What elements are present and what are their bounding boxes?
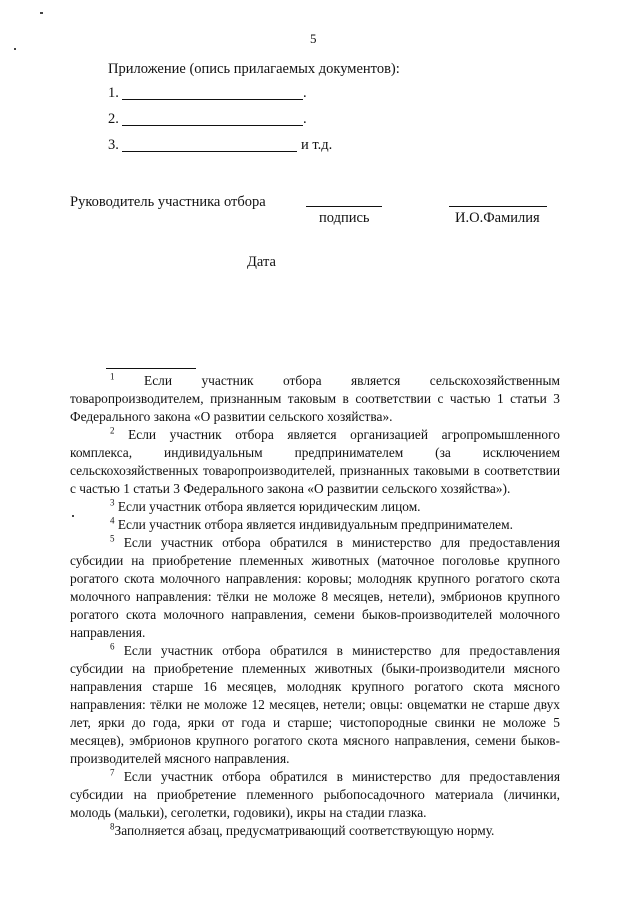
appendix-item-1-number: 1. [108, 85, 119, 101]
appendix-item-3-blank [122, 151, 297, 152]
footnote-4 [70, 516, 560, 534]
footnote-2-text: Если участник отбора является организацией агропромышленного комплекса, индивидуальным предпринимателем (за исключением сельскохозяйственных товаропроизводителей, признанных таковыми в соответствии с частью 1 статьи 3 Федерального закона «О развитии сельского хозяйства»). [70, 427, 560, 496]
footnote-3-mark: 3 [110, 497, 115, 508]
footnote-5-mark: 5 [110, 533, 115, 544]
footnote-6-mark: 6 [110, 641, 115, 652]
footnote-8-mark: 8 [110, 821, 115, 832]
appendix-item-2-number: 2. [108, 111, 119, 127]
footnote-5 [70, 534, 560, 642]
appendix-item-2-suffix: . [303, 111, 307, 127]
name-line [449, 206, 547, 207]
footnote-6-text: Если участник отбора обратился в министерство для предоставления субсидии на приобретение племенных животных (быки-производители мясного направления старше 16 месяцев, молодняк крупного рогатого скота мясного направления: тёлки не моложе 12 месяцев, нетели; овцы: овцематки не старше двух лет, ярки до года, ярки от года и старше; чистопородные свинки не моложе 5 месяцев), эмбрионов крупного рогатого скота мясного направления, семени быков-производителей мясного направления. [70, 643, 560, 766]
footnote-separator [106, 368, 196, 369]
footnote-8 [70, 822, 560, 840]
footnote-3 [70, 498, 560, 516]
appendix-title: Приложение (опись прилагаемых документов): [108, 61, 400, 77]
appendix-item-2-blank [122, 125, 303, 126]
scan-mark-top [40, 12, 43, 14]
footnote-1-mark: 1 [110, 371, 115, 382]
footnote-6 [70, 642, 560, 768]
footnote-2-mark: 2 [110, 425, 115, 436]
appendix-item-3-number: 3. [108, 137, 119, 153]
signature-line [306, 206, 382, 207]
footnote-4-text: Если участник отбора является индивидуальным предпринимателем. [117, 517, 513, 532]
date-label: Дата [247, 254, 276, 270]
footnote-5-text: Если участник отбора обратился в министерство для предоставления субсидии на приобретение племенных животных (маточное поголовье крупного рогатого скота молочного направления: коровы; молодняк крупного рогатого скота молочного направления: тёлки не моложе 8 месяцев, нетели), эмбрионов крупного рогатого скота молочного направления, семени быков-производителей молочного направления. [70, 535, 560, 640]
appendix-item-3-suffix: и т.д. [301, 137, 333, 153]
footnote-7-text: Если участник отбора обратился в министерство для предоставления субсидии на приобретение племенного рыбопосадочного материала (личинки, молодь (мальки), сеголетки, годовики), икры на стадии глазка. [70, 769, 560, 820]
name-caption: И.О.Фамилия [455, 210, 540, 226]
scan-mark-left [14, 48, 16, 50]
footnote-2 [70, 426, 560, 498]
footnote-7 [70, 768, 560, 822]
head-label: Руководитель участника отбора [70, 194, 266, 210]
footnote-8-text: Заполняется абзац, предусматривающий соответствующую норму. [114, 823, 495, 838]
footnote-4-mark: 4 [110, 515, 115, 526]
footnotes [70, 372, 560, 840]
page-number: 5 [310, 31, 317, 46]
footnote-1-text: Если участник отбора является сельскохозяйственным товаропроизводителем, признанным таковым в соответствии с частью 1 статьи 3 Федерального закона «О развитии сельского хозяйства». [70, 373, 560, 424]
appendix-item-1-suffix: . [303, 85, 307, 101]
footnote-7-mark: 7 [110, 767, 115, 778]
appendix-item-1-blank [122, 99, 303, 100]
footnote-1 [70, 372, 560, 426]
footnote-3-text: Если участник отбора является юридическим лицом. [117, 499, 421, 514]
signature-caption: подпись [319, 210, 370, 226]
